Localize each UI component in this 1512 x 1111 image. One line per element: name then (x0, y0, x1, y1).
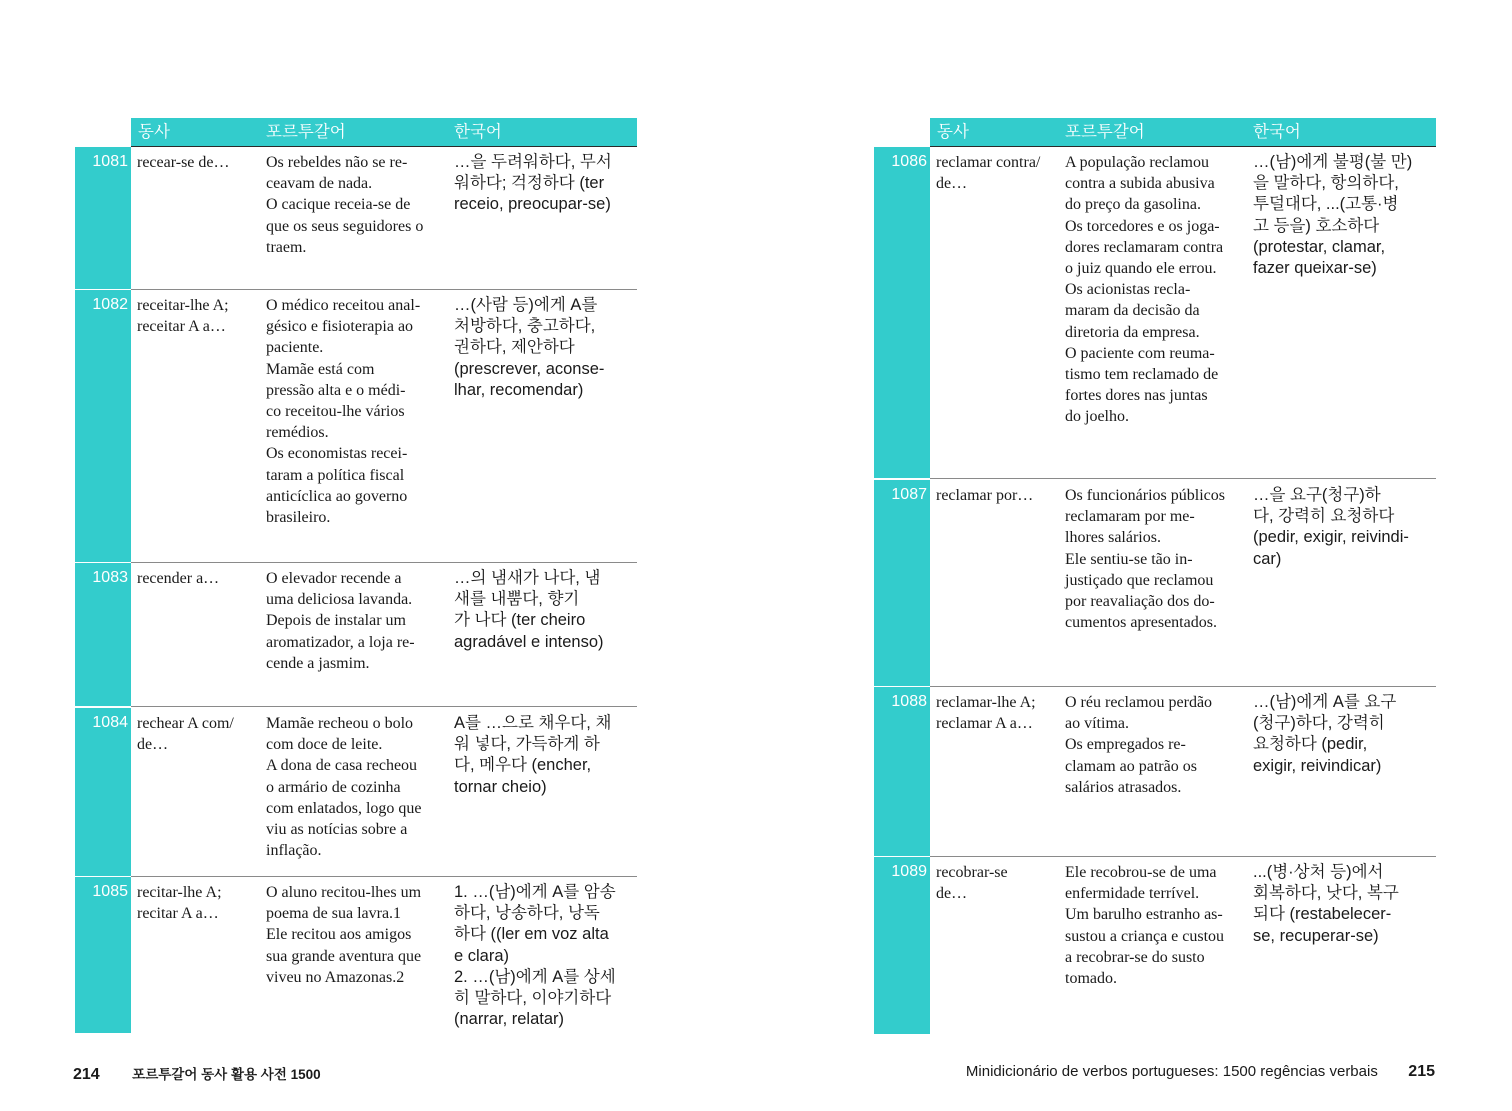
korean-line: 히 말하다, 이야기하다 (454, 989, 612, 1008)
entry-korean (454, 568, 638, 653)
korean-line: 새를 내뿜다, 향기 (454, 590, 580, 609)
entry-verb (137, 568, 263, 589)
korean-line: car) (1253, 549, 1282, 568)
entry-number-bar (874, 480, 930, 686)
example-line: Mamãe recheou o bolo (266, 715, 414, 732)
example-line: com doce de leite. (266, 736, 383, 754)
entry-verb (137, 295, 263, 337)
korean-line: exigir, reivindicar) (1253, 756, 1382, 775)
verb-line: recender a… (137, 570, 220, 587)
example-line: Mamãe está com (266, 360, 375, 378)
korean-line: 을 말하다, 항의하다, (1253, 174, 1399, 193)
dictionary-entry (75, 563, 637, 706)
korean-line: (prescrever, aconse- (454, 359, 605, 378)
entry-korean (1253, 692, 1437, 777)
korean-line: 워하다; 걱정하다 (ter (454, 174, 605, 193)
korean-line: …의 냄새가 나다, 냄 (454, 569, 601, 587)
entry-verb (936, 862, 1062, 904)
example-line: maram da decisão da (1065, 302, 1200, 320)
entry-korean (1253, 862, 1437, 947)
example-line: Os acionistas recla- (1065, 281, 1191, 299)
verb-line: rechear A com/ (137, 715, 234, 732)
example-line: O elevador recende a (266, 570, 402, 587)
korean-line: se, recuperar-se) (1253, 926, 1379, 945)
row-separator (930, 478, 1436, 479)
verb-line: de… (936, 175, 968, 193)
example-line: cumentos apresentados. (1065, 614, 1217, 632)
example-line: Um barulho estranho as- (1065, 906, 1223, 924)
entry-number: 1082 (92, 296, 128, 313)
header-korean: 한국어 (1253, 123, 1301, 141)
footer-title: Minidicionário de verbos portugueses: 1500 regências verbais (965, 1063, 1378, 1080)
entry-number: 1084 (92, 714, 128, 731)
korean-line: (청구)하다, 강력히 (1253, 714, 1385, 733)
korean-line: 처방하다, 충고하다, (454, 317, 596, 336)
entry-verb (137, 713, 263, 755)
dictionary-entry (75, 877, 637, 1033)
entry-examples (266, 152, 448, 258)
korean-line: …(사람 등)에게 A를 (454, 296, 598, 314)
example-line: viveu no Amazonas.2 (266, 968, 405, 986)
dictionary-entry (874, 687, 1436, 856)
korean-line: 하다 ((ler em voz alta (454, 925, 609, 944)
example-line: inflação. (266, 842, 322, 860)
example-line: salários atrasados. (1065, 778, 1182, 796)
header-portuguese: 포르투갈어 (1065, 123, 1145, 141)
entry-number: 1083 (92, 569, 128, 586)
example-line: taram a política fiscal (266, 466, 405, 484)
entry-number: 1089 (891, 863, 927, 880)
entry-number: 1087 (891, 486, 927, 503)
dictionary-entry (75, 708, 637, 876)
dictionary-entry (874, 857, 1436, 1034)
entry-number: 1086 (891, 153, 927, 170)
right-footer (966, 1063, 1435, 1081)
example-line: lhores salários. (1065, 529, 1161, 547)
entry-number-bar (874, 857, 930, 1034)
left-footer (73, 1063, 321, 1084)
example-line: Os torcedores e os joga- (1065, 217, 1220, 235)
korean-line: (narrar, relatar) (454, 1010, 565, 1029)
table-header (131, 118, 637, 146)
example-line: diretoria da empresa. (1065, 323, 1200, 341)
korean-line: 다, 강력히 요청하다 (1253, 507, 1395, 526)
korean-line: 2. …(남)에게 A를 상세 (454, 967, 616, 986)
example-line: o juiz quando ele errou. (1065, 260, 1217, 278)
example-line: A dona de casa recheou (266, 757, 418, 775)
header-portuguese: 포르투갈어 (266, 123, 346, 141)
example-line: por reavaliação dos do- (1065, 593, 1215, 611)
example-line: que os seus seguidores o (266, 217, 424, 235)
entry-number: 1088 (891, 693, 927, 710)
example-line: Ele recitou aos amigos (266, 926, 412, 944)
example-line: O aluno recitou-lhes um (266, 884, 422, 901)
example-line: fortes dores nas juntas (1065, 387, 1208, 405)
example-line: enfermidade terrível. (1065, 885, 1200, 903)
example-line: Os rebeldes não se re- (266, 154, 408, 171)
korean-line: 1. …(남)에게 A를 암송 (454, 883, 616, 901)
row-separator (131, 706, 637, 707)
korean-line: receio, preocupar-se) (454, 195, 611, 214)
entry-verb (936, 692, 1062, 734)
entry-korean (454, 152, 638, 216)
entry-number-bar (75, 290, 131, 562)
example-line: O médico receitou anal- (266, 297, 421, 314)
header-verb: 동사 (937, 123, 969, 141)
korean-line: tornar cheio) (454, 777, 547, 796)
korean-line: lhar, recomendar) (454, 380, 584, 399)
entry-examples (1065, 485, 1247, 633)
right-page (756, 0, 1512, 1111)
korean-line: agradável e intenso) (454, 632, 604, 651)
example-line: Os funcionários públicos (1065, 487, 1225, 504)
example-line: do preço da gasolina. (1065, 196, 1201, 214)
korean-line: 가 나다 (ter cheiro (454, 611, 586, 630)
korean-line: …을 두려워하다, 무서 (454, 153, 612, 171)
entry-examples (266, 568, 448, 674)
example-line: O paciente com reuma- (1065, 344, 1215, 362)
example-line: com enlatados, logo que (266, 799, 422, 817)
entry-examples (1065, 152, 1247, 428)
example-line: viu as notícias sobre a (266, 821, 408, 839)
page-number: 215 (1408, 1063, 1435, 1080)
entry-number: 1085 (92, 883, 128, 900)
verb-line: recitar A a… (137, 905, 219, 923)
korean-line: …을 요구(청구)하 (1253, 486, 1381, 504)
example-line: brasileiro. (266, 509, 331, 527)
example-line: uma deliciosa lavanda. (266, 591, 413, 609)
entry-examples (266, 882, 448, 988)
entry-number-bar (75, 708, 131, 876)
example-line: Os empregados re- (1065, 736, 1186, 754)
example-line: justiçado que reclamou (1065, 571, 1214, 589)
example-line: O cacique receia-se de (266, 196, 411, 214)
korean-line: (pedir, exigir, reivindi- (1253, 528, 1409, 547)
entry-korean (1253, 485, 1437, 570)
korean-line: ...(병·상처 등)에서 (1253, 863, 1384, 881)
verb-line: receitar A a… (137, 318, 226, 336)
example-line: dores reclamaram contra (1065, 238, 1224, 256)
verb-line: de… (936, 885, 968, 903)
example-line: pressão alta e o médi- (266, 381, 406, 399)
entry-number-bar (874, 147, 930, 478)
korean-line: A를 …으로 채우다, 채 (454, 714, 612, 732)
entry-korean (454, 295, 638, 401)
dictionary-entry (874, 480, 1436, 686)
example-line: traem. (266, 238, 307, 256)
entry-korean (1253, 152, 1437, 279)
example-line: aromatizador, a loja re- (266, 633, 415, 651)
korean-line: 투덜대다, ...(고통·병 (1253, 195, 1399, 214)
example-line: cende a jasmim. (266, 654, 370, 672)
header-korean: 한국어 (454, 123, 502, 141)
verb-line: reclamar por… (936, 487, 1034, 504)
entry-examples (1065, 692, 1247, 798)
verb-line: recear-se de… (137, 154, 230, 171)
example-line: Depois de instalar um (266, 612, 406, 630)
page-number: 214 (73, 1066, 100, 1083)
dictionary-entry (874, 147, 1436, 478)
example-line: o armário de cozinha (266, 778, 401, 796)
example-line: paciente. (266, 339, 324, 357)
example-line: remédios. (266, 424, 329, 442)
dictionary-entry (75, 290, 637, 562)
entry-examples (266, 295, 448, 528)
example-line: A população reclamou (1065, 154, 1209, 171)
example-line: O réu reclamou perdão (1065, 694, 1213, 711)
example-line: poema de sua lavra.1 (266, 905, 402, 923)
entry-number: 1081 (92, 153, 128, 170)
example-line: Ele recobrou-se de uma (1065, 864, 1217, 881)
example-line: gésico e fisioterapia ao (266, 318, 414, 336)
korean-line: 고 등을) 호소하다 (1253, 216, 1380, 235)
example-line: tismo tem reclamado de (1065, 366, 1219, 384)
verb-line: receitar-lhe A; (137, 297, 229, 314)
verb-line: reclamar A a… (936, 715, 1033, 733)
korean-line: 회복하다, 낫다, 복구 (1253, 884, 1399, 903)
entry-korean (454, 882, 638, 1030)
example-line: Os economistas recei- (266, 445, 408, 463)
example-line: ceavam de nada. (266, 175, 373, 193)
verb-line: reclamar contra/ (936, 154, 1041, 171)
korean-line: 되다 (restabelecer- (1253, 905, 1392, 924)
entry-number-bar (874, 687, 930, 856)
entry-verb (936, 485, 1062, 506)
example-line: Ele sentiu-se tão in- (1065, 550, 1193, 568)
dictionary-entry (75, 147, 637, 289)
entry-verb (137, 882, 263, 924)
example-line: anticíclica ao governo (266, 487, 408, 505)
verb-line: recobrar-se (936, 864, 1008, 881)
footer-title: 포르투갈어 동사 활용 사전 1500 (132, 1067, 321, 1082)
entry-korean (454, 713, 638, 798)
verb-line: reclamar-lhe A; (936, 694, 1036, 711)
entry-verb (936, 152, 1062, 194)
korean-line: e clara) (454, 946, 510, 965)
example-line: do joelho. (1065, 408, 1129, 426)
korean-line: (protestar, clamar, (1253, 237, 1386, 256)
example-line: sustou a criança e custou (1065, 927, 1225, 945)
example-line: reclamaram por me- (1065, 508, 1195, 526)
entry-examples (266, 713, 448, 861)
korean-line: …(남)에게 불평(불 만) (1253, 153, 1413, 171)
example-line: co receitou-lhe vários (266, 403, 405, 421)
example-line: contra a subida abusiva (1065, 175, 1215, 193)
example-line: a recobrar-se do susto (1065, 948, 1205, 966)
korean-line: 다, 메우다 (encher, (454, 756, 592, 775)
example-line: ao vítima. (1065, 715, 1129, 733)
table-header (930, 118, 1436, 146)
entry-examples (1065, 862, 1247, 989)
example-line: tomado. (1065, 970, 1117, 988)
example-line: clamam ao patrão os (1065, 757, 1197, 775)
korean-line: 워 넣다, 가득하게 하 (454, 735, 600, 754)
header-verb: 동사 (138, 123, 170, 141)
korean-line: …(남)에게 A를 요구 (1253, 693, 1397, 711)
verb-line: recitar-lhe A; (137, 884, 222, 901)
example-line: sua grande aventura que (266, 947, 422, 965)
korean-line: 하다, 낭송하다, 낭독 (454, 904, 600, 923)
entry-verb (137, 152, 263, 173)
korean-line: fazer queixar-se) (1253, 259, 1377, 278)
korean-line: 요청하다 (pedir, (1253, 735, 1368, 754)
korean-line: 권하다, 제안하다 (454, 338, 575, 357)
verb-line: de… (137, 736, 169, 754)
